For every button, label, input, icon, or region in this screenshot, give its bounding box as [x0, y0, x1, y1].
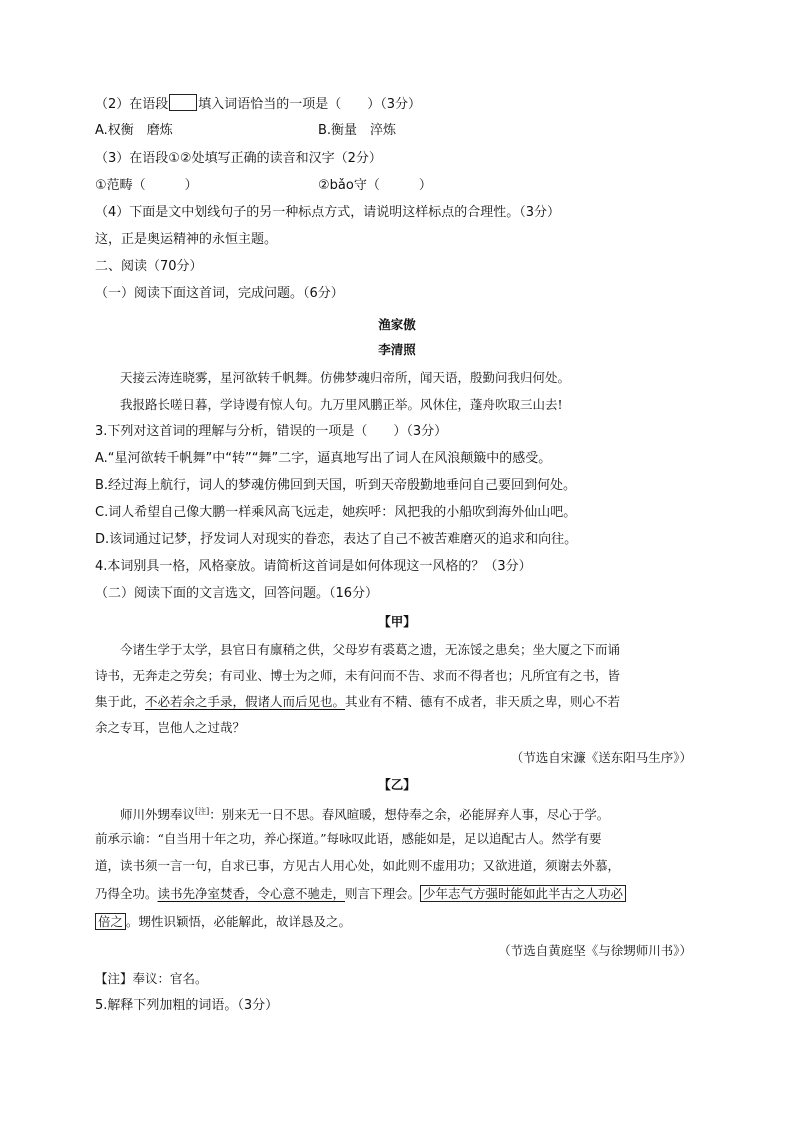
question-3-option-d: D.该词通过记梦，抒发词人对现实的眷恋，表达了自己不被苦难磨灭的追求和向往。 [95, 532, 578, 547]
q4-sentence: 这，正是奥运精神的永恒主题。 [95, 232, 278, 247]
yi-line-2: 前承示谕：“自当用十年之功，养心探道。”每咏叹此语，感能如是，足以追配古人。然学有要 [95, 831, 602, 846]
underlined-sentence: 不必若余之手录，假诸人而后见也。 [145, 694, 346, 709]
blank-box [169, 94, 197, 111]
yi-line-5: 倍之 。甥性识颖悟，必能解此，故详恳及之。 [95, 912, 351, 932]
q3-stem: （3）在语段①②处填写正确的读音和汉字（2分） [95, 151, 382, 166]
question-3-option-b: B.经过海上航行，词人的梦魂仿佛回到天国，听到天帝殷勤地垂问自己要回到何处。 [95, 478, 577, 493]
yi-source: （节选自黄庭坚《与徐甥师川书》） [498, 943, 692, 958]
section-title: 二、阅读（70分） [95, 259, 203, 274]
q4-stem: （4）下面是文中划线句子的另一种标点方式，请说明这样标点的合理性。（3分） [95, 205, 561, 220]
jia-line-2: 诗书，无奔走之劳矣；有司业、博士为之师，未有问而不告、求而不得者也；凡所宜有之书，皆 [95, 668, 621, 683]
question-5-stem: 5.解释下列加粗的词语。（3分） [95, 998, 279, 1013]
question-3-stem: 3.下列对这首词的理解与分析，错误的一项是（ ）（3分） [95, 424, 448, 439]
footnote-marker: [注] [195, 807, 210, 816]
boxed-sentence: 少年志气方强时能如此半古之人功必 [420, 885, 626, 902]
poem-line-1: 天接云涛连晓雾，星河欲转千帆舞。仿佛梦魂归帝所，闻天语，殷勤问我归何处。 [120, 370, 571, 385]
boxed-sentence-end: 倍之 [95, 913, 126, 930]
q2-stem: （2）在语段 填入词语恰当的一项是（ ）（3分） [95, 94, 421, 115]
poem-title: 渔家傲 [378, 317, 416, 332]
poem-line-2: 我报路长嗟日暮，学诗谩有惊人句。九万里风鹏正举。风休住，蓬舟吹取三山去! [120, 397, 563, 412]
part1-title: （一）阅读下面这首词，完成问题。（6分） [95, 286, 344, 301]
q2-option-a: A.权衡 磨炼 [95, 123, 173, 138]
footnote: 【注】奉议：官名。 [95, 971, 208, 986]
passage-jia-label: 【甲】 [378, 614, 416, 629]
jia-source: （节选自宋濂《送东阳马生序》） [510, 750, 692, 765]
question-3-option-c: C.词人希望自己像大鹏一样乘风高飞远走，她疾呼：风把我的小船吹到海外仙山吧。 [95, 505, 577, 520]
yi-line-3: 道，读书须一言一句，自求已事，方见古人用心处，如此则不虚用功；又欲进道，须谢去外慕， [95, 858, 621, 873]
yi-line-1: 师川外甥奉议[注]：别来无一日不思。春风暄暖，想侍奉之余，必能屏弃人事，尽心于学。 [120, 807, 610, 823]
q3-item-2: ②bǎo守（ ） [318, 178, 432, 193]
yi-line-4: 乃得全功。读书先净室焚香，令心意不驰走，则言下理会。 少年志气方强时能如此半古之人功必 [95, 884, 626, 904]
question-3-option-a: A.“星河欲转千帆舞”中“转”“舞”二字，逼真地写出了词人在风浪颠簸中的感受。 [95, 451, 552, 466]
part2-title: （二）阅读下面的文言选文，回答问题。（16分） [95, 586, 379, 601]
q2-option-b: B.衡量 淬炼 [318, 123, 397, 138]
underlined-sentence: 读书先净室焚香，令心意不驰走， [157, 886, 346, 901]
poem-author: 李清照 [378, 342, 416, 357]
question-4-stem: 4.本词别具一格，风格豪放。请简析这首词是如何体现这一风格的？（3分） [95, 559, 532, 574]
jia-line-3: 集于此，不必若余之手录，假诸人而后见也。其业有不精、德有不成者，非天质之卑，则心不若 [95, 694, 621, 709]
passage-yi-label: 【乙】 [378, 777, 416, 792]
q3-item-1: ①范畴（ ） [95, 178, 198, 193]
jia-line-4: 余之专耳，岂他人之过哉？ [95, 720, 246, 735]
jia-line-1: 今诸生学于太学，县官日有廪稍之供，父母岁有裘葛之遗，无冻馁之患矣；坐大厦之下而诵 [120, 642, 621, 657]
